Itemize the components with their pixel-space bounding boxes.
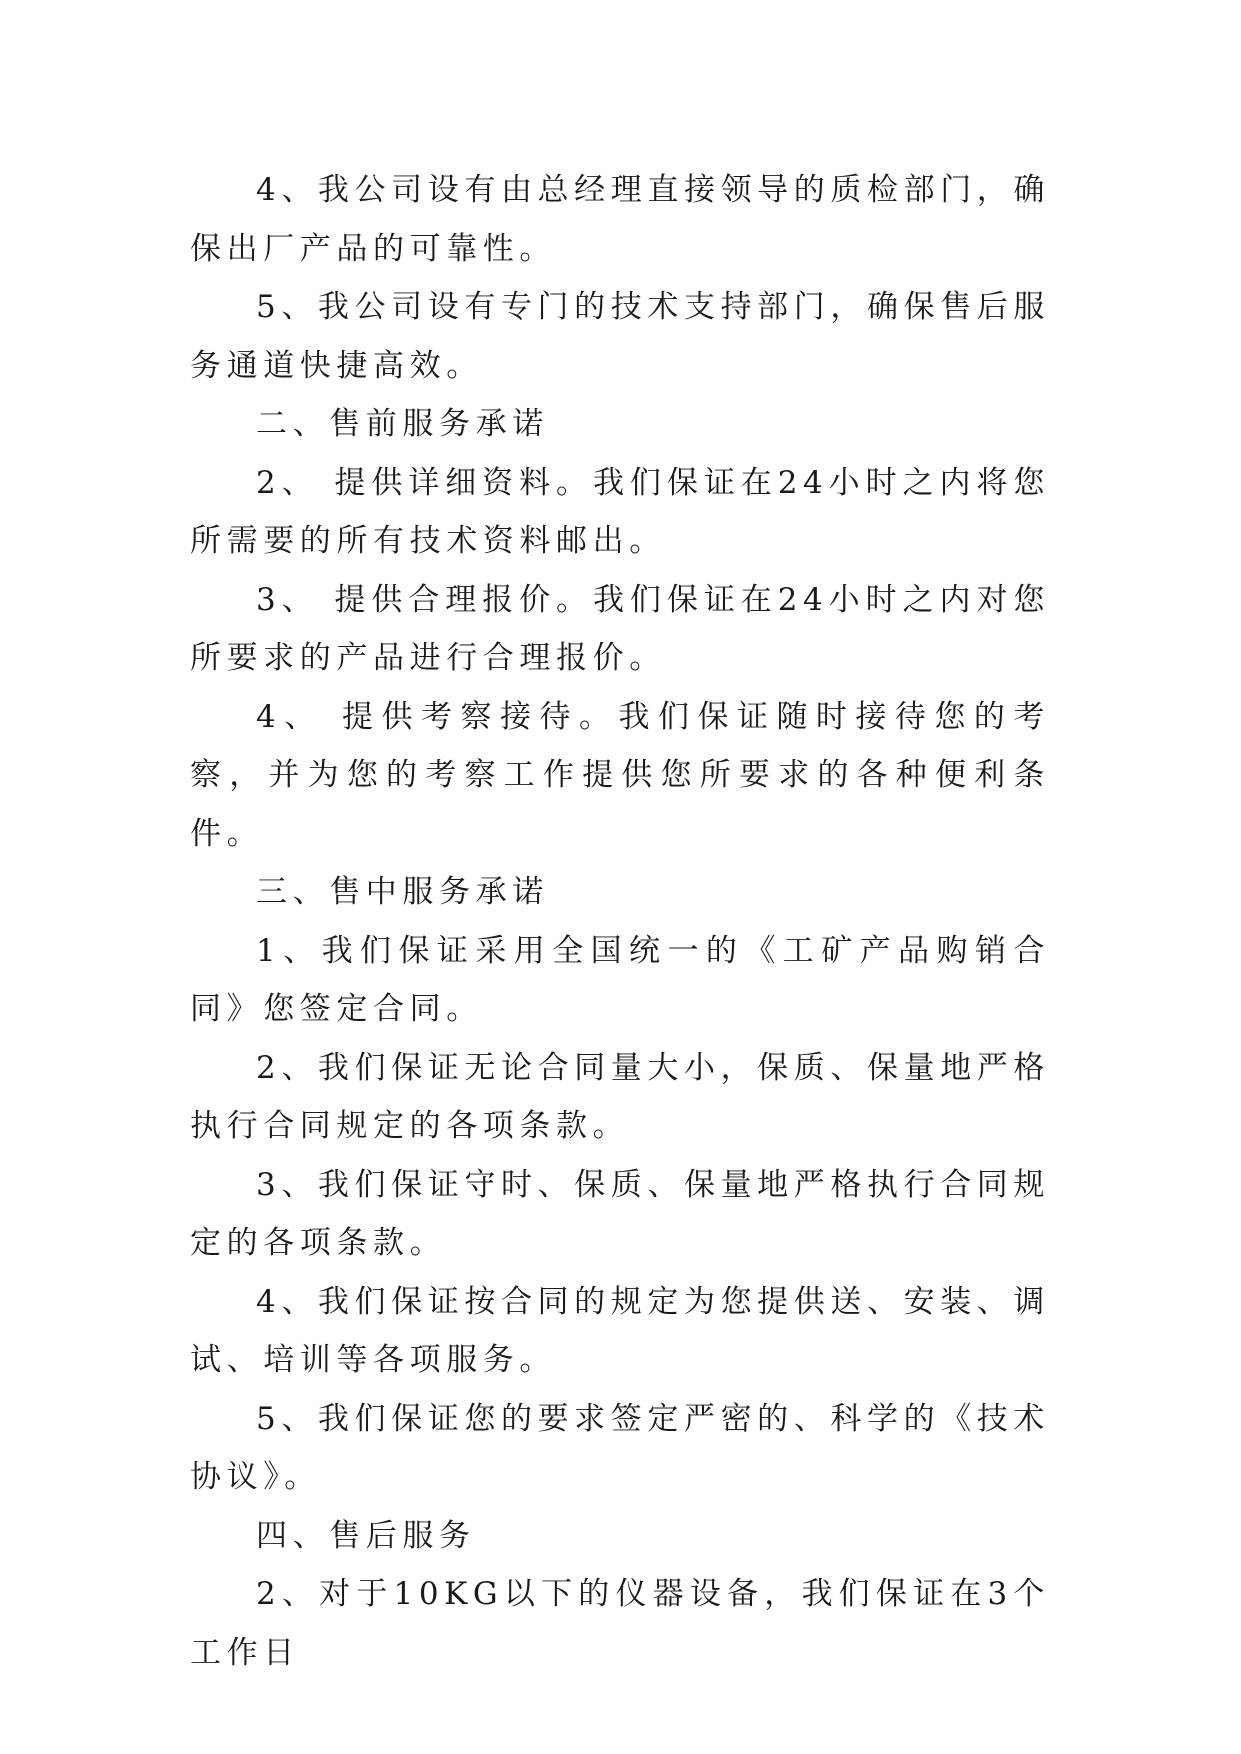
- paragraph-inspection-reception: 4、 提供考察接待。我们保证随时接待您的考察，并为您的考察工作提供您所要求的各种便利条件。: [190, 698, 1050, 852]
- section-heading-after-sale: 四、售后服务: [256, 1517, 476, 1554]
- section-heading-in-sale: 三、售中服务承诺: [256, 874, 549, 910]
- paragraph-services: 4、我们保证按合同的规定为您提供送、安装、调试、培训等各项服务。: [190, 1283, 1050, 1378]
- paragraph-tech-support: 5、我公司设有专门的技术支持部门，确保售后服务通道快捷高效。: [190, 289, 1050, 384]
- paragraph-technical-agreement: 5、我们保证您的要求签定严密的、科学的《技术协议》。: [190, 1400, 1050, 1495]
- document-body: [190, 161, 1050, 1682]
- paragraph-contract-size: 2、我们保证无论合同量大小，保质、保量地严格执行合同规定的各项条款。: [190, 1049, 1050, 1144]
- paragraph-unified-contract: 1、我们保证采用全国统一的《工矿产品购销合同》您签定合同。: [190, 932, 1050, 1027]
- paragraph-detailed-info: 2、 提供详细资料。我们保证在24小时之内将您所需要的所有技术资料邮出。: [190, 464, 1050, 559]
- section-heading-presale: 二、售前服务承诺: [256, 406, 549, 442]
- paragraph-quality-dept: 4、我公司设有由总经理直接领导的质检部门，确保出厂产品的可靠性。: [190, 172, 1050, 267]
- paragraph-reasonable-quote: 3、 提供合理报价。我们保证在24小时之内对您所要求的产品进行合理报价。: [190, 581, 1050, 676]
- paragraph-small-equipment: 2、对于10KG以下的仪器设备，我们保证在3个工作日: [190, 1576, 1050, 1671]
- paragraph-punctual-execution: 3、我们保证守时、保质、保量地严格执行合同规定的各项条款。: [190, 1166, 1050, 1261]
